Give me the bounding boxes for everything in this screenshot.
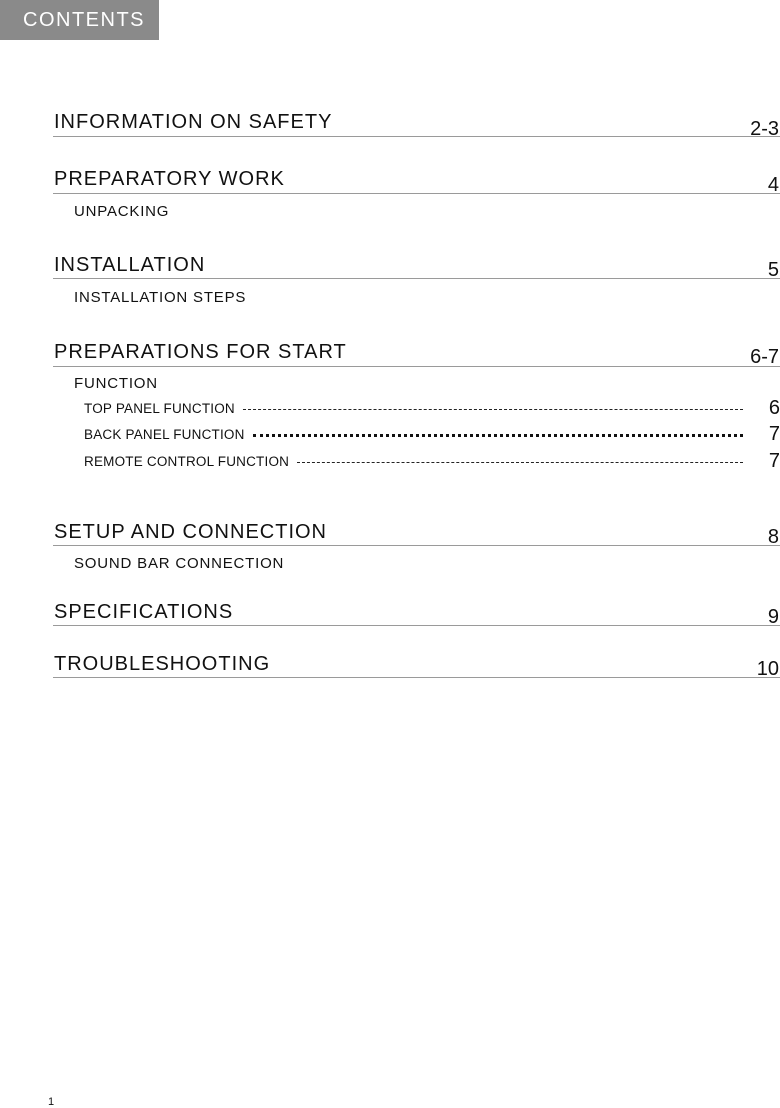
toc-item-page: 7 xyxy=(768,449,780,472)
toc-heading-preparations-for-start[interactable]: PREPARATIONS FOR START xyxy=(54,341,347,363)
section-divider xyxy=(53,677,780,678)
toc-item-page: 7 xyxy=(768,422,780,445)
section-divider xyxy=(53,278,780,279)
dot-leader xyxy=(243,409,743,410)
section-divider xyxy=(53,625,780,626)
toc-sub-sound-bar-connection[interactable]: SOUND BAR CONNECTION xyxy=(74,555,285,572)
toc-page-information-on-safety: 2-3 xyxy=(750,118,779,140)
toc-sub-unpacking[interactable]: UNPACKING xyxy=(74,203,170,220)
toc-page-setup-and-connection: 8 xyxy=(767,526,779,548)
toc-item-label: TOP PANEL FUNCTION xyxy=(84,400,235,416)
toc-heading-specifications[interactable]: SPECIFICATIONS xyxy=(54,601,234,623)
toc-item-label: REMOTE CONTROL FUNCTION xyxy=(84,453,290,469)
section-divider xyxy=(53,193,780,194)
dot-leader xyxy=(297,462,743,463)
toc-page-preparatory-work: 4 xyxy=(767,174,779,196)
toc-page-specifications: 9 xyxy=(767,606,779,628)
toc-page-installation: 5 xyxy=(767,259,779,281)
toc-heading-preparatory-work[interactable]: PREPARATORY WORK xyxy=(54,168,285,190)
toc-sub-function[interactable]: FUNCTION xyxy=(74,375,158,392)
toc-item-top-panel-function[interactable] xyxy=(84,397,780,419)
section-divider xyxy=(53,366,780,367)
contents-tab: CONTENTS xyxy=(0,0,159,40)
toc-page-troubleshooting: 10 xyxy=(756,658,779,680)
section-divider xyxy=(53,136,780,137)
toc-heading-setup-and-connection[interactable]: SETUP AND CONNECTION xyxy=(54,521,327,543)
toc-page-preparations-for-start: 6-7 xyxy=(750,346,779,368)
toc-item-back-panel-function[interactable] xyxy=(84,423,780,445)
toc-heading-information-on-safety[interactable]: INFORMATION ON SAFETY xyxy=(54,111,333,133)
toc-heading-troubleshooting[interactable]: TROUBLESHOOTING xyxy=(54,653,271,675)
section-divider xyxy=(53,545,780,546)
toc-heading-installation[interactable]: INSTALLATION xyxy=(54,254,206,276)
toc-sub-installation-steps[interactable]: INSTALLATION STEPS xyxy=(74,289,247,306)
page-number: 1 xyxy=(48,1096,55,1108)
toc-item-page: 6 xyxy=(768,396,780,419)
toc-item-remote-control-function[interactable] xyxy=(84,450,780,472)
dot-leader xyxy=(253,434,743,437)
toc-item-label: BACK PANEL FUNCTION xyxy=(84,426,245,442)
